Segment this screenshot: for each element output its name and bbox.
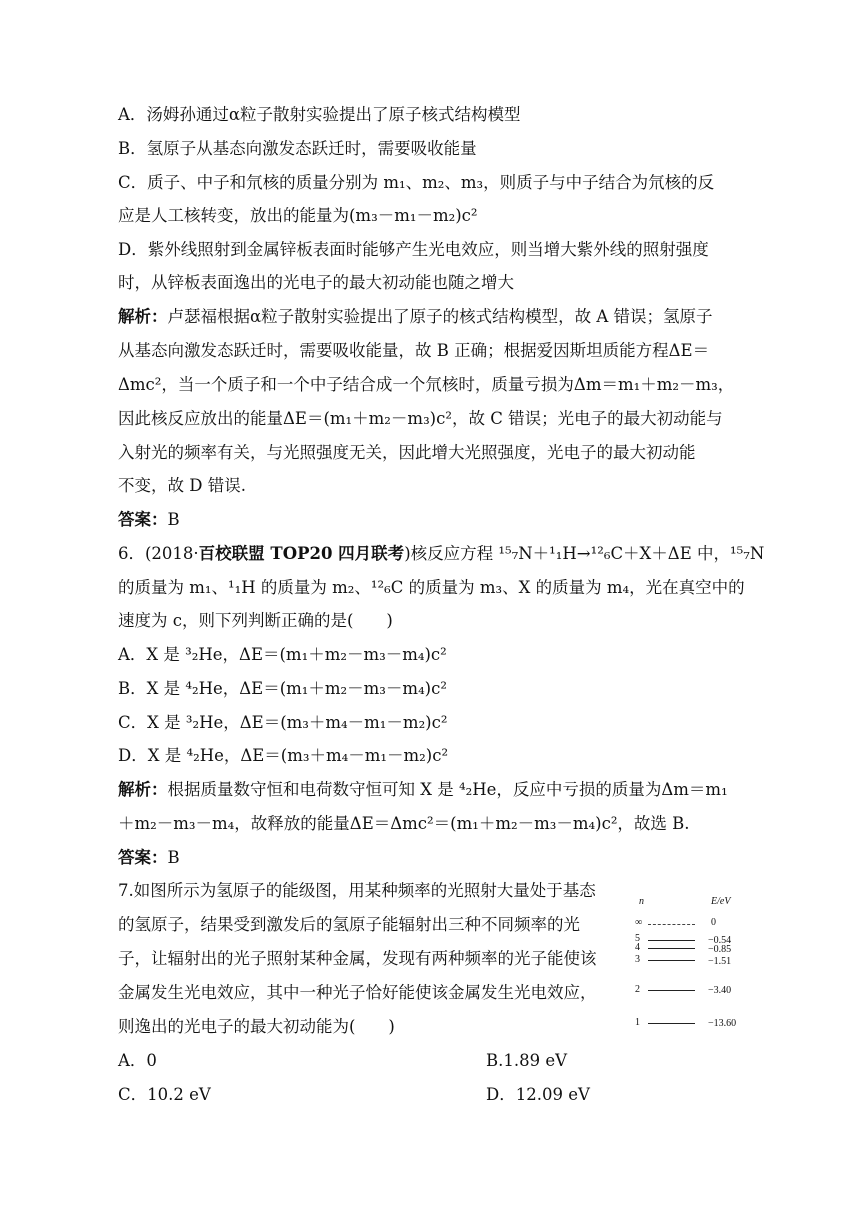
- question-6-source: 百校联盟 TOP20 四月联考: [198, 544, 405, 563]
- question-6-option-d: D．X 是 ⁴₂He，ΔE＝(m₃＋m₄－m₁－m₂)c²: [118, 746, 449, 765]
- answer-label: 答案：: [118, 848, 168, 867]
- analysis-text: 根据质量数守恒和电荷数守恒可知 X 是 ⁴₂He，反应中亏损的质量为Δm＝m₁: [167, 780, 728, 799]
- question-7-line3: 子，让辐射出的光子照射某种金属，发现有两种频率的光子能使该: [118, 949, 597, 968]
- level-line-3: [648, 960, 695, 961]
- analysis-5-line2: 从基态向激发态跃迁时，需要吸收能量，故 B 正确；根据爱因斯坦质能方程ΔE＝: [118, 341, 710, 360]
- analysis-text: 卢瑟福根据α粒子散射实验提出了原子的核式结构模型，故 A 错误；氢原子: [167, 307, 713, 326]
- level-line-1: [648, 1023, 695, 1024]
- answer-value: B: [167, 510, 180, 529]
- level-energy-5: −0.54: [708, 935, 732, 946]
- analysis-6-line2: ＋m₂－m₃－m₄，故释放的能量ΔE＝Δmc²＝(m₁＋m₂－m₃－m₄)c²，故选 B.: [118, 814, 690, 833]
- energy-level-diagram: [625, 896, 755, 1041]
- question-6-option-a: A．X 是 ³₂He，ΔE＝(m₁＋m₂－m₃－m₄)c²: [118, 645, 447, 664]
- n-header: n: [639, 896, 644, 907]
- level-label-1: 1: [635, 1017, 640, 1028]
- question-7-option-b: B.1.89 eV: [486, 1051, 568, 1070]
- level-energy-4: −0.85: [708, 944, 732, 955]
- analysis-label: 解析：: [118, 307, 168, 326]
- option-c-statement-line1: C．质子、中子和氘核的质量分别为 m₁、m₂、m₃，则质子与中子结合为氘核的反: [118, 173, 715, 192]
- level-label-5: 5: [635, 933, 640, 944]
- level-label-3: 3: [635, 954, 640, 965]
- question-7-line1: 7.如图所示为氢原子的能级图，用某种频率的光照射大量处于基态: [118, 881, 596, 900]
- level-label-4: 4: [635, 942, 640, 953]
- analysis-5-line6: 不变，故 D 错误.: [118, 476, 246, 495]
- level-line-2: [648, 990, 695, 991]
- level-energy-1: −13.60: [708, 1018, 737, 1029]
- question-7-line2: 的氢原子，结果受到激发后的氢原子能辐射出三种不同频率的光: [118, 915, 580, 934]
- question-6-line3: 速度为 c，则下列判断正确的是( ): [118, 611, 393, 630]
- question-6-option-b: B．X 是 ⁴₂He，ΔE＝(m₁＋m₂－m₃－m₄)c²: [118, 679, 447, 698]
- option-b-statement: B．氢原子从基态向激发态跃迁时，需要吸收能量: [118, 139, 477, 158]
- analysis-label: 解析：: [118, 780, 168, 799]
- level-line-inf: [648, 924, 695, 925]
- option-d-statement-line2: 时，从锌板表面逸出的光电子的最大初动能也随之增大: [118, 273, 514, 292]
- level-label-inf: ∞: [635, 917, 643, 928]
- level-energy-3: −1.51: [708, 956, 732, 967]
- level-energy-inf: 0: [711, 917, 716, 928]
- analysis-5-line5: 入射光的频率有关，与光照强度无关，因此增大光照强度，光电子的最大初动能: [118, 443, 696, 462]
- question-6-prefix: 6．(2018·: [118, 544, 199, 563]
- option-a-statement: A．汤姆孙通过α粒子散射实验提出了原子核式结构模型: [118, 105, 521, 124]
- question-7-option-d: D．12.09 eV: [486, 1085, 590, 1104]
- level-line-4: [648, 948, 695, 949]
- analysis-5-line1: [118, 306, 713, 328]
- level-label-2: 2: [635, 984, 640, 995]
- option-c-statement-line2: 应是人工核转变，放出的能量为(m₃－m₁－m₂)c²: [118, 206, 478, 225]
- level-line-5: [648, 940, 695, 941]
- answer-value: B: [167, 848, 180, 867]
- analysis-6-line1: [118, 779, 728, 801]
- option-d-statement-line1: D．紫外线照射到金属锌板表面时能够产生光电效应，则当增大紫外线的照射强度: [118, 240, 709, 259]
- energy-header: E/eV: [711, 896, 731, 907]
- question-7-line4: 金属发生光电效应，其中一种光子恰好能使该金属发生光电效应，: [118, 983, 597, 1002]
- question-7-line5: 则逸出的光电子的最大初动能为( ): [118, 1017, 395, 1036]
- question-7-option-a: A．0: [118, 1051, 157, 1070]
- answer-5: [118, 509, 180, 531]
- question-6-equation: )核反应方程 ¹⁵₇N＋¹₁H→¹²₆C＋X＋ΔE 中，¹⁵₇N: [404, 544, 765, 563]
- analysis-5-line4: 因此核反应放出的能量ΔE＝(m₁＋m₂－m₃)c²，故 C 错误；光电子的最大初动能与: [118, 409, 723, 428]
- question-6-line2: 的质量为 m₁、¹₁H 的质量为 m₂、¹²₆C 的质量为 m₃、X 的质量为 m₄，光在真空中的: [118, 578, 745, 597]
- answer-label: 答案：: [118, 510, 168, 529]
- question-7-option-c: C．10.2 eV: [118, 1085, 211, 1104]
- question-6-option-c: C．X 是 ³₂He，ΔE＝(m₃＋m₄－m₁－m₂)c²: [118, 713, 448, 732]
- question-6-line1: [118, 543, 764, 565]
- answer-6: [118, 847, 180, 869]
- analysis-5-line3: Δmc²，当一个质子和一个中子结合成一个氘核时，质量亏损为Δm＝m₁＋m₂－m₃，: [118, 375, 735, 394]
- level-energy-2: −3.40: [708, 985, 732, 996]
